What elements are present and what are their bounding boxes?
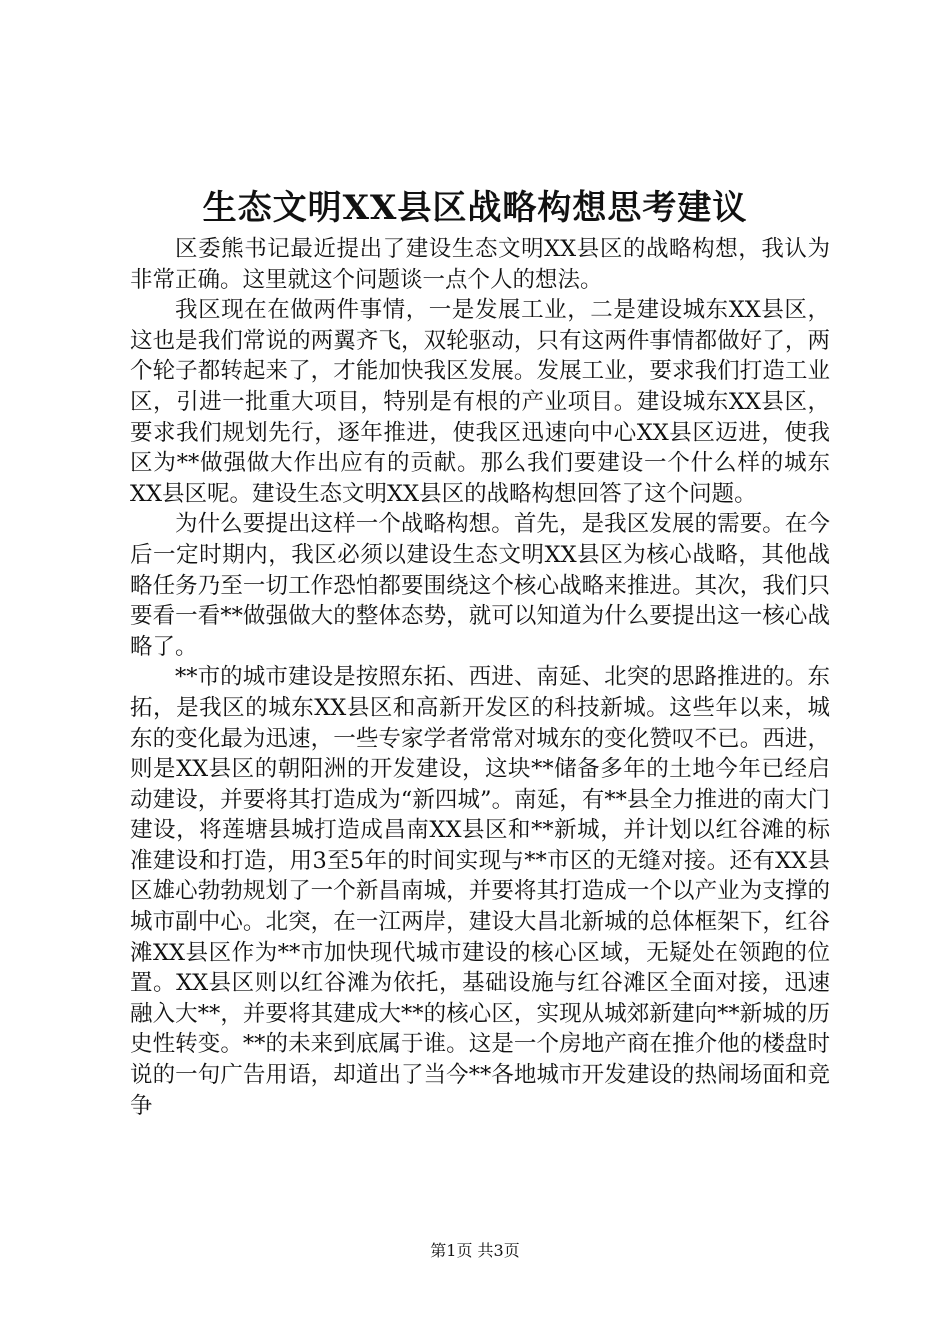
document-title: 生态文明XX县区战略构想思考建议 xyxy=(202,188,748,228)
paragraph-1: 区委熊书记最近提出了建设生态文明XX县区的战略构想，我认为非常正确。这里就这个问题谈一点个人的想法。 xyxy=(130,236,830,293)
document-body xyxy=(130,234,830,1121)
paragraph-4: **市的城市建设是按照东拓、西进、南延、北突的思路推进的。东拓，是我区的城东XX县区和高新开发区的科技新城。这些年以来，城东的变化最为迅速，一些专家学者常常对城东的变化赞叹不已。西进，则是XX县区的朝阳洲的开发建设，这块**储备多年的土地今年已经启动建设，并要将其打造成为“新四城”。南延，有**县全力推进的南大门建设，将莲塘县城打造成昌南XX县区和**新城，并计划以红谷滩的标准建设和打造，用3至5年的时间实现与**市区的无缝对接。还有XX县区雄心勃勃规划了一个新昌南城，并要将其打造成一个以产业为支撑的城市副中心。北突，在一江两岸，建设大昌北新城的总体框架下，红谷滩XX县区作为**市加快现代城市建设的核心区域，无疑处在领跑的位置。XX县区则以红谷滩为依托，基础设施与红谷滩区全面对接，迅速融入大**，并要将其建成大**的核心区，实现从城郊新建向**新城的历史性转变。**的未来到底属于谁。这是一个房地产商在推介他的楼盘时说的一句广告用语，却道出了当今**各地城市开发建设的热闹场面和竞争 xyxy=(130,664,830,1119)
page-number-footer: 第1页 共3页 xyxy=(430,1241,520,1260)
paragraph-3: 为什么要提出这样一个战略构想。首先，是我区发展的需要。在今后一定时期内，我区必须以建设生态文明XX县区为核心战略，其他战略任务乃至一切工作恐怕都要围绕这个核心战略来推进。其次，我们只要看一看**做强做大的整体态势，就可以知道为什么要提出这一核心战略了。 xyxy=(130,511,830,660)
paragraph-2: 我区现在在做两件事情，一是发展工业，二是建设城东XX县区，这也是我们常说的两翼齐飞，双轮驱动，只有这两件事情都做好了，两个轮子都转起来了，才能加快我区发展。发展工业，要求我们打造工业区，引进一批重大项目，特别是有根的产业项目。建设城东XX县区，要求我们规划先行，逐年推进，使我区迅速向中心XX县区迈进，使我区为**做强做大作出应有的贡献。那么我们要建设一个什么样的城东XX县区呢。建设生态文明XX县区的战略构想回答了这个问题。 xyxy=(130,297,830,507)
